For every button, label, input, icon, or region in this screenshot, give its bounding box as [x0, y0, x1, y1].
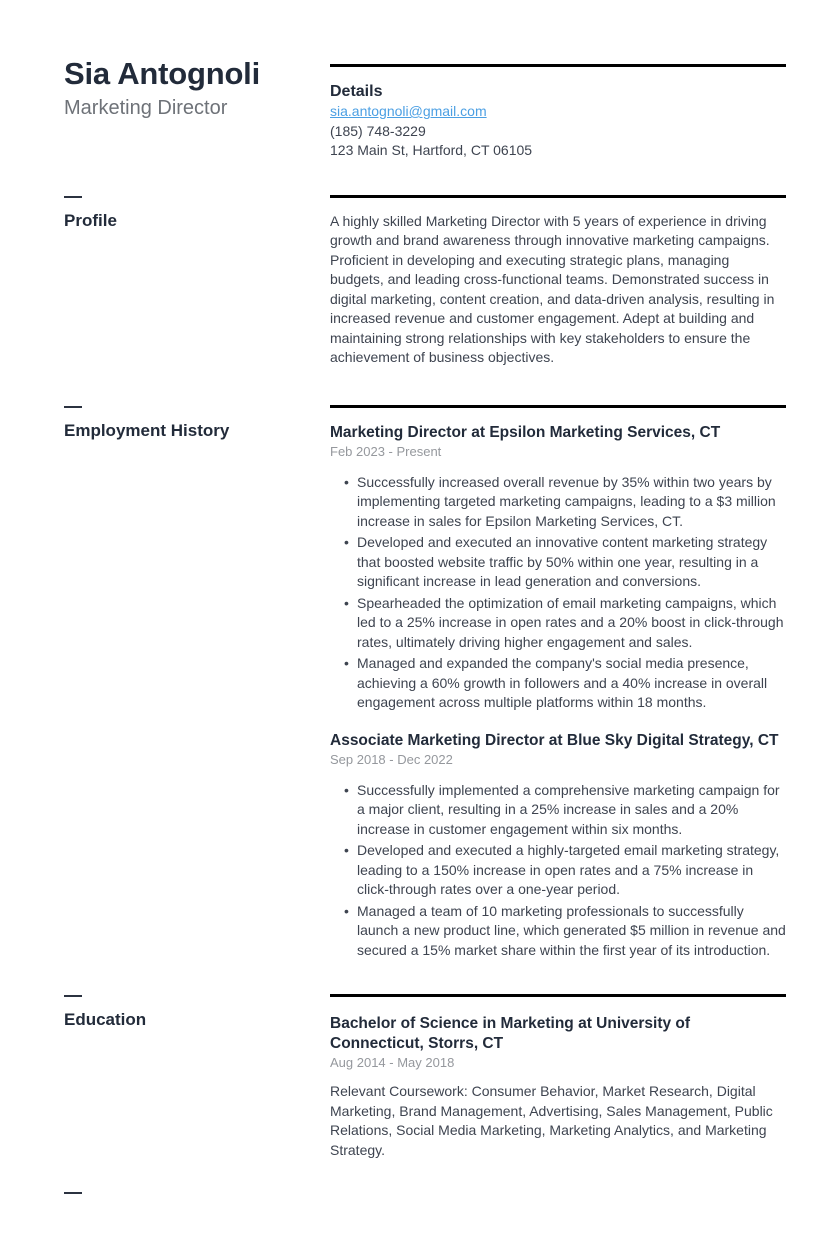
- details-section: [330, 64, 786, 161]
- profile-section-dash: [64, 196, 82, 198]
- contact-address: 123 Main St, Hartford, CT 06105: [330, 142, 533, 158]
- education-dates: Aug 2014 - May 2018: [330, 1055, 455, 1070]
- job-entry: [330, 423, 786, 713]
- next-section-row: [0, 1191, 833, 1194]
- education-row: [0, 994, 833, 1160]
- job-bullet: • Developed and executed a highly-targeted email marketing strategy, leading to a 150% increase in open rates and a 75% increase in click-through rates over a one-year period.: [357, 841, 786, 900]
- header-row: [0, 55, 833, 161]
- email-link[interactable]: sia.antognoli@gmail.com: [330, 103, 487, 119]
- header-right: [330, 55, 786, 161]
- profile-content: [330, 195, 786, 368]
- job-bullet: • Successfully increased overall revenue by 35% within two years by implementing targeted marketing campaigns, leading to a $3 million increase in sales for Epsilon Marketing Services, CT.: [357, 473, 786, 532]
- job-bullet: • Managed a team of 10 marketing professionals to successfully launch a new product line, which generated $5 million in revenue and secured a 15% market share within the first year of its introduction.: [357, 902, 786, 961]
- employment-divider: [330, 405, 786, 408]
- job-bullet: • Developed and executed an innovative content marketing strategy that boosted website traffic by 50% within one year, resulting in a significant increase in lead generation and conversions.: [357, 533, 786, 592]
- education-divider: [330, 994, 786, 997]
- details-divider: [330, 64, 786, 67]
- education-section-dash: [64, 995, 82, 997]
- job-bullet-list: [330, 781, 786, 961]
- job-bullet: • Managed and expanded the company's social media presence, achieving a 60% growth in followers and a 40% increase in overall engagement across multiple platforms within 18 months.: [357, 654, 786, 713]
- job-bullet: • Successfully implemented a comprehensive marketing campaign for a major client, resulting in a 25% increase in sales and a 20% increase in customer engagement within six months.: [357, 781, 786, 840]
- job-bullet-list: [330, 473, 786, 713]
- employment-content: [330, 405, 786, 963]
- profile-sidebar: [64, 195, 330, 368]
- profile-row: [0, 195, 833, 368]
- contact-phone: (185) 748-3229: [330, 122, 426, 139]
- sidebar-label-profile: Profile: [64, 210, 117, 230]
- details-heading: Details: [330, 83, 383, 100]
- person-job-title: Marketing Director: [64, 97, 228, 119]
- education-content: [330, 994, 786, 1160]
- next-section-sidebar: [64, 1191, 330, 1194]
- job-entry: [330, 731, 786, 961]
- education-degree: Bachelor of Science in Marketing at University of Connecticut, Storrs, CT: [330, 1015, 691, 1052]
- education-description: Relevant Coursework: Consumer Behavior, Market Research, Digital Marketing, Brand Management, Advertising, Sales Management, Public Relations, Social Media Marketing, Marketing Analytics, and Marketing Strategy.: [330, 1083, 773, 1158]
- contact-email-line: [330, 102, 786, 122]
- person-name: Sia Antognoli: [64, 56, 261, 91]
- employment-section-dash: [64, 406, 82, 408]
- profile-text: A highly skilled Marketing Director with 5 years of experience in driving growth and brand awareness through innovative marketing campaigns. Proficient in developing and executing strategic plans, managing budgets, and leading cross-functional teams. Demonstrated success in digital marketing, content creation, and data-driven analysis, resulting in increased revenue and customer engagement. Adept at building and maintaining strong relationships with key stakeholders to ensure the achievement of business objectives.: [330, 212, 775, 365]
- job-title: Marketing Director at Epsilon Marketing Services, CT: [330, 423, 721, 441]
- profile-divider: [330, 195, 786, 198]
- education-sidebar: [64, 994, 330, 1160]
- resume-page: [0, 55, 833, 1233]
- job-title: Associate Marketing Director at Blue Sky Digital Strategy, CT: [330, 731, 779, 749]
- job-dates: Sep 2018 - Dec 2022: [330, 751, 453, 767]
- job-bullet: • Spearheaded the optimization of email marketing campaigns, which led to a 25% increase in open rates and a 20% boost in click-through rates, ultimately driving higher engagement and sales.: [357, 594, 786, 653]
- header-left: [64, 55, 330, 161]
- employment-row: [0, 405, 833, 963]
- next-section-dash: [64, 1192, 82, 1194]
- sidebar-label-education: Education: [64, 1010, 147, 1029]
- employment-sidebar: [64, 405, 330, 963]
- sidebar-label-employment-history: Employment History: [64, 420, 230, 440]
- job-dates: Feb 2023 - Present: [330, 443, 442, 459]
